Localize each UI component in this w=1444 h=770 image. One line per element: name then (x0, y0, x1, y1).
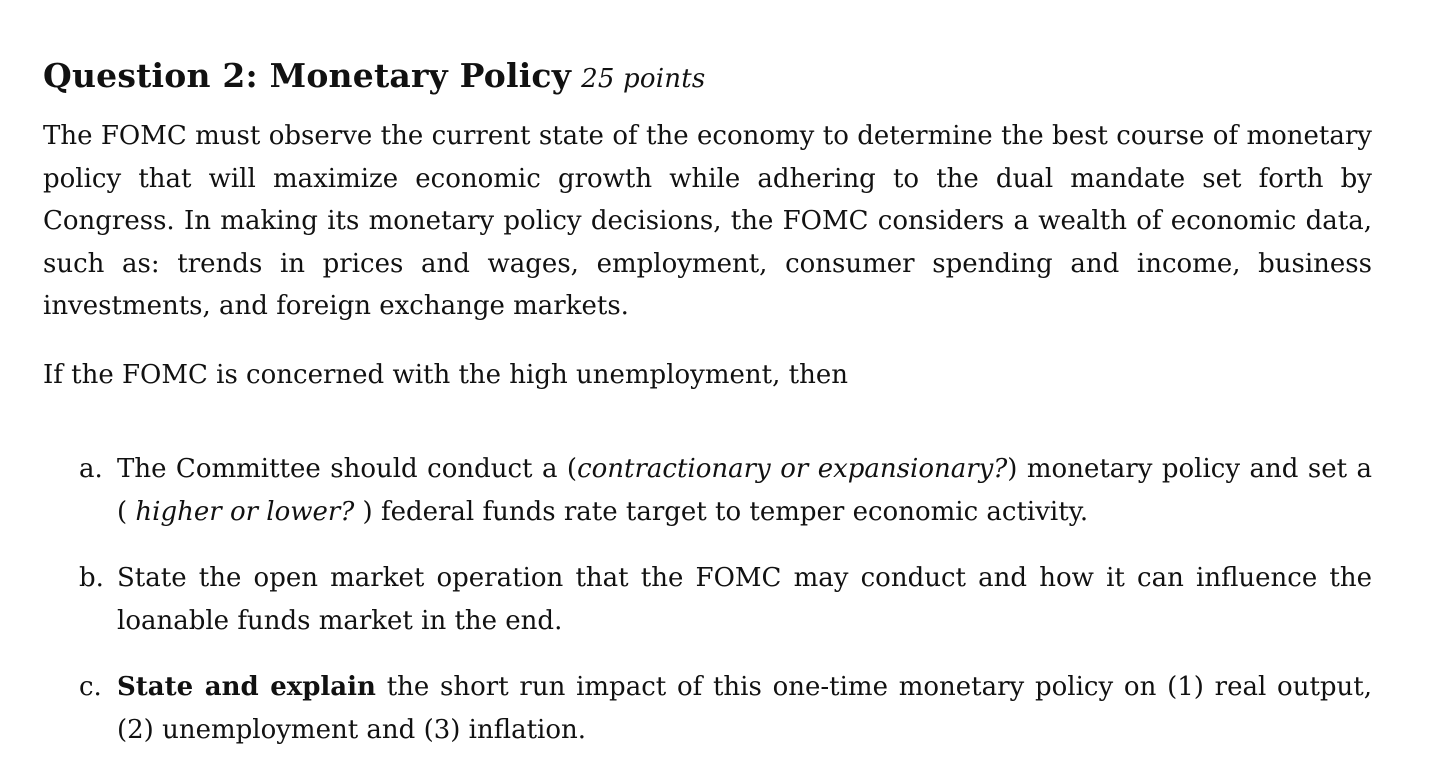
part-b-label: b. (79, 563, 104, 593)
question-points: 25 points (581, 64, 706, 94)
part-a-label: a. (79, 454, 103, 484)
question-title: Question 2: Monetary Policy (43, 56, 572, 95)
condition-paragraph: If the FOMC is concerned with the high unemployment, then (43, 359, 848, 390)
part-a-text-1: The Committee should conduct a ( (117, 454, 578, 484)
part-a-choice-rate: higher or lower? (135, 496, 355, 527)
part-c (43, 666, 1372, 751)
part-a-choice-policy-type: contractionary or expansionary? (577, 454, 1008, 484)
part-a-text-3: ) federal funds rate target to temper economic activity. (362, 496, 1089, 527)
question-parts (43, 448, 1372, 751)
part-c-label: c. (79, 672, 102, 702)
part-b-text: State the open market operation that the FOMC may conduct and how it can influence the loanable funds market in the end. (117, 563, 1372, 636)
part-b (43, 557, 1372, 642)
part-c-text: the short run impact of this one-time monetary policy on (1) real output, (2) unemployment and (3) inflation. (117, 672, 1372, 745)
part-a-text-2: ) monetary policy and set a ( (117, 454, 1372, 527)
question-heading (43, 52, 1372, 103)
part-a (43, 448, 1372, 533)
part-c-emphasis: State and explain (117, 672, 376, 702)
intro-paragraph: The FOMC must observe the current state of the economy to determine the best course of monetary policy that will maximize economic growth while adhering to the dual mandate set forth by Congress. In making its monetary policy decisions, the FOMC considers a wealth of economic data, such as: trends in prices and wages, employment, consumer spending and income, business investments, and foreign exchange markets. (43, 121, 1372, 321)
